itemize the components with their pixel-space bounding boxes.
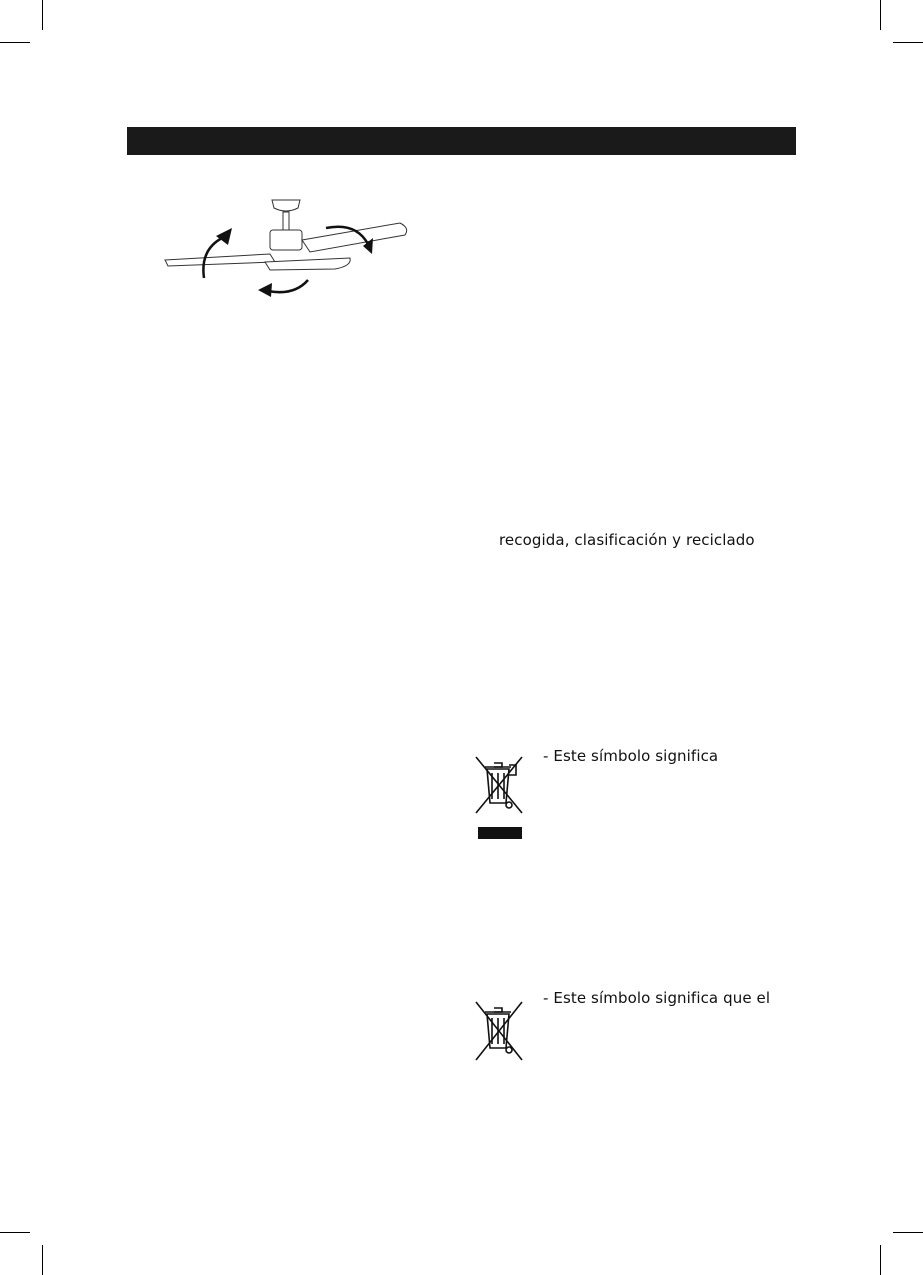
ceiling-fan-rotation-icon: [160, 190, 415, 305]
crossed-out-wheelie-bin-icon: [472, 1000, 526, 1062]
crop-mark-bottom-right-v: [880, 1245, 881, 1275]
crop-mark-bottom-left-v: [42, 1245, 43, 1275]
crossed-out-wheelie-bin-with-bar-icon: [472, 755, 526, 841]
crop-mark-top-left-v: [42, 0, 43, 30]
crop-mark-top-right-h: [893, 42, 923, 43]
crop-mark-bottom-left-h: [0, 1232, 30, 1233]
section-header-bar: [127, 127, 796, 155]
recycling-text-line: recogida, clasificación y reciclado: [499, 531, 755, 549]
weee-notice-2-text: - Este símbolo significa que el: [543, 989, 771, 1007]
weee-notice-1-text: - Este símbolo significa: [543, 747, 719, 765]
crop-mark-bottom-right-h: [893, 1232, 923, 1233]
crop-mark-top-right-v: [880, 0, 881, 30]
crop-mark-top-left-h: [0, 42, 30, 43]
